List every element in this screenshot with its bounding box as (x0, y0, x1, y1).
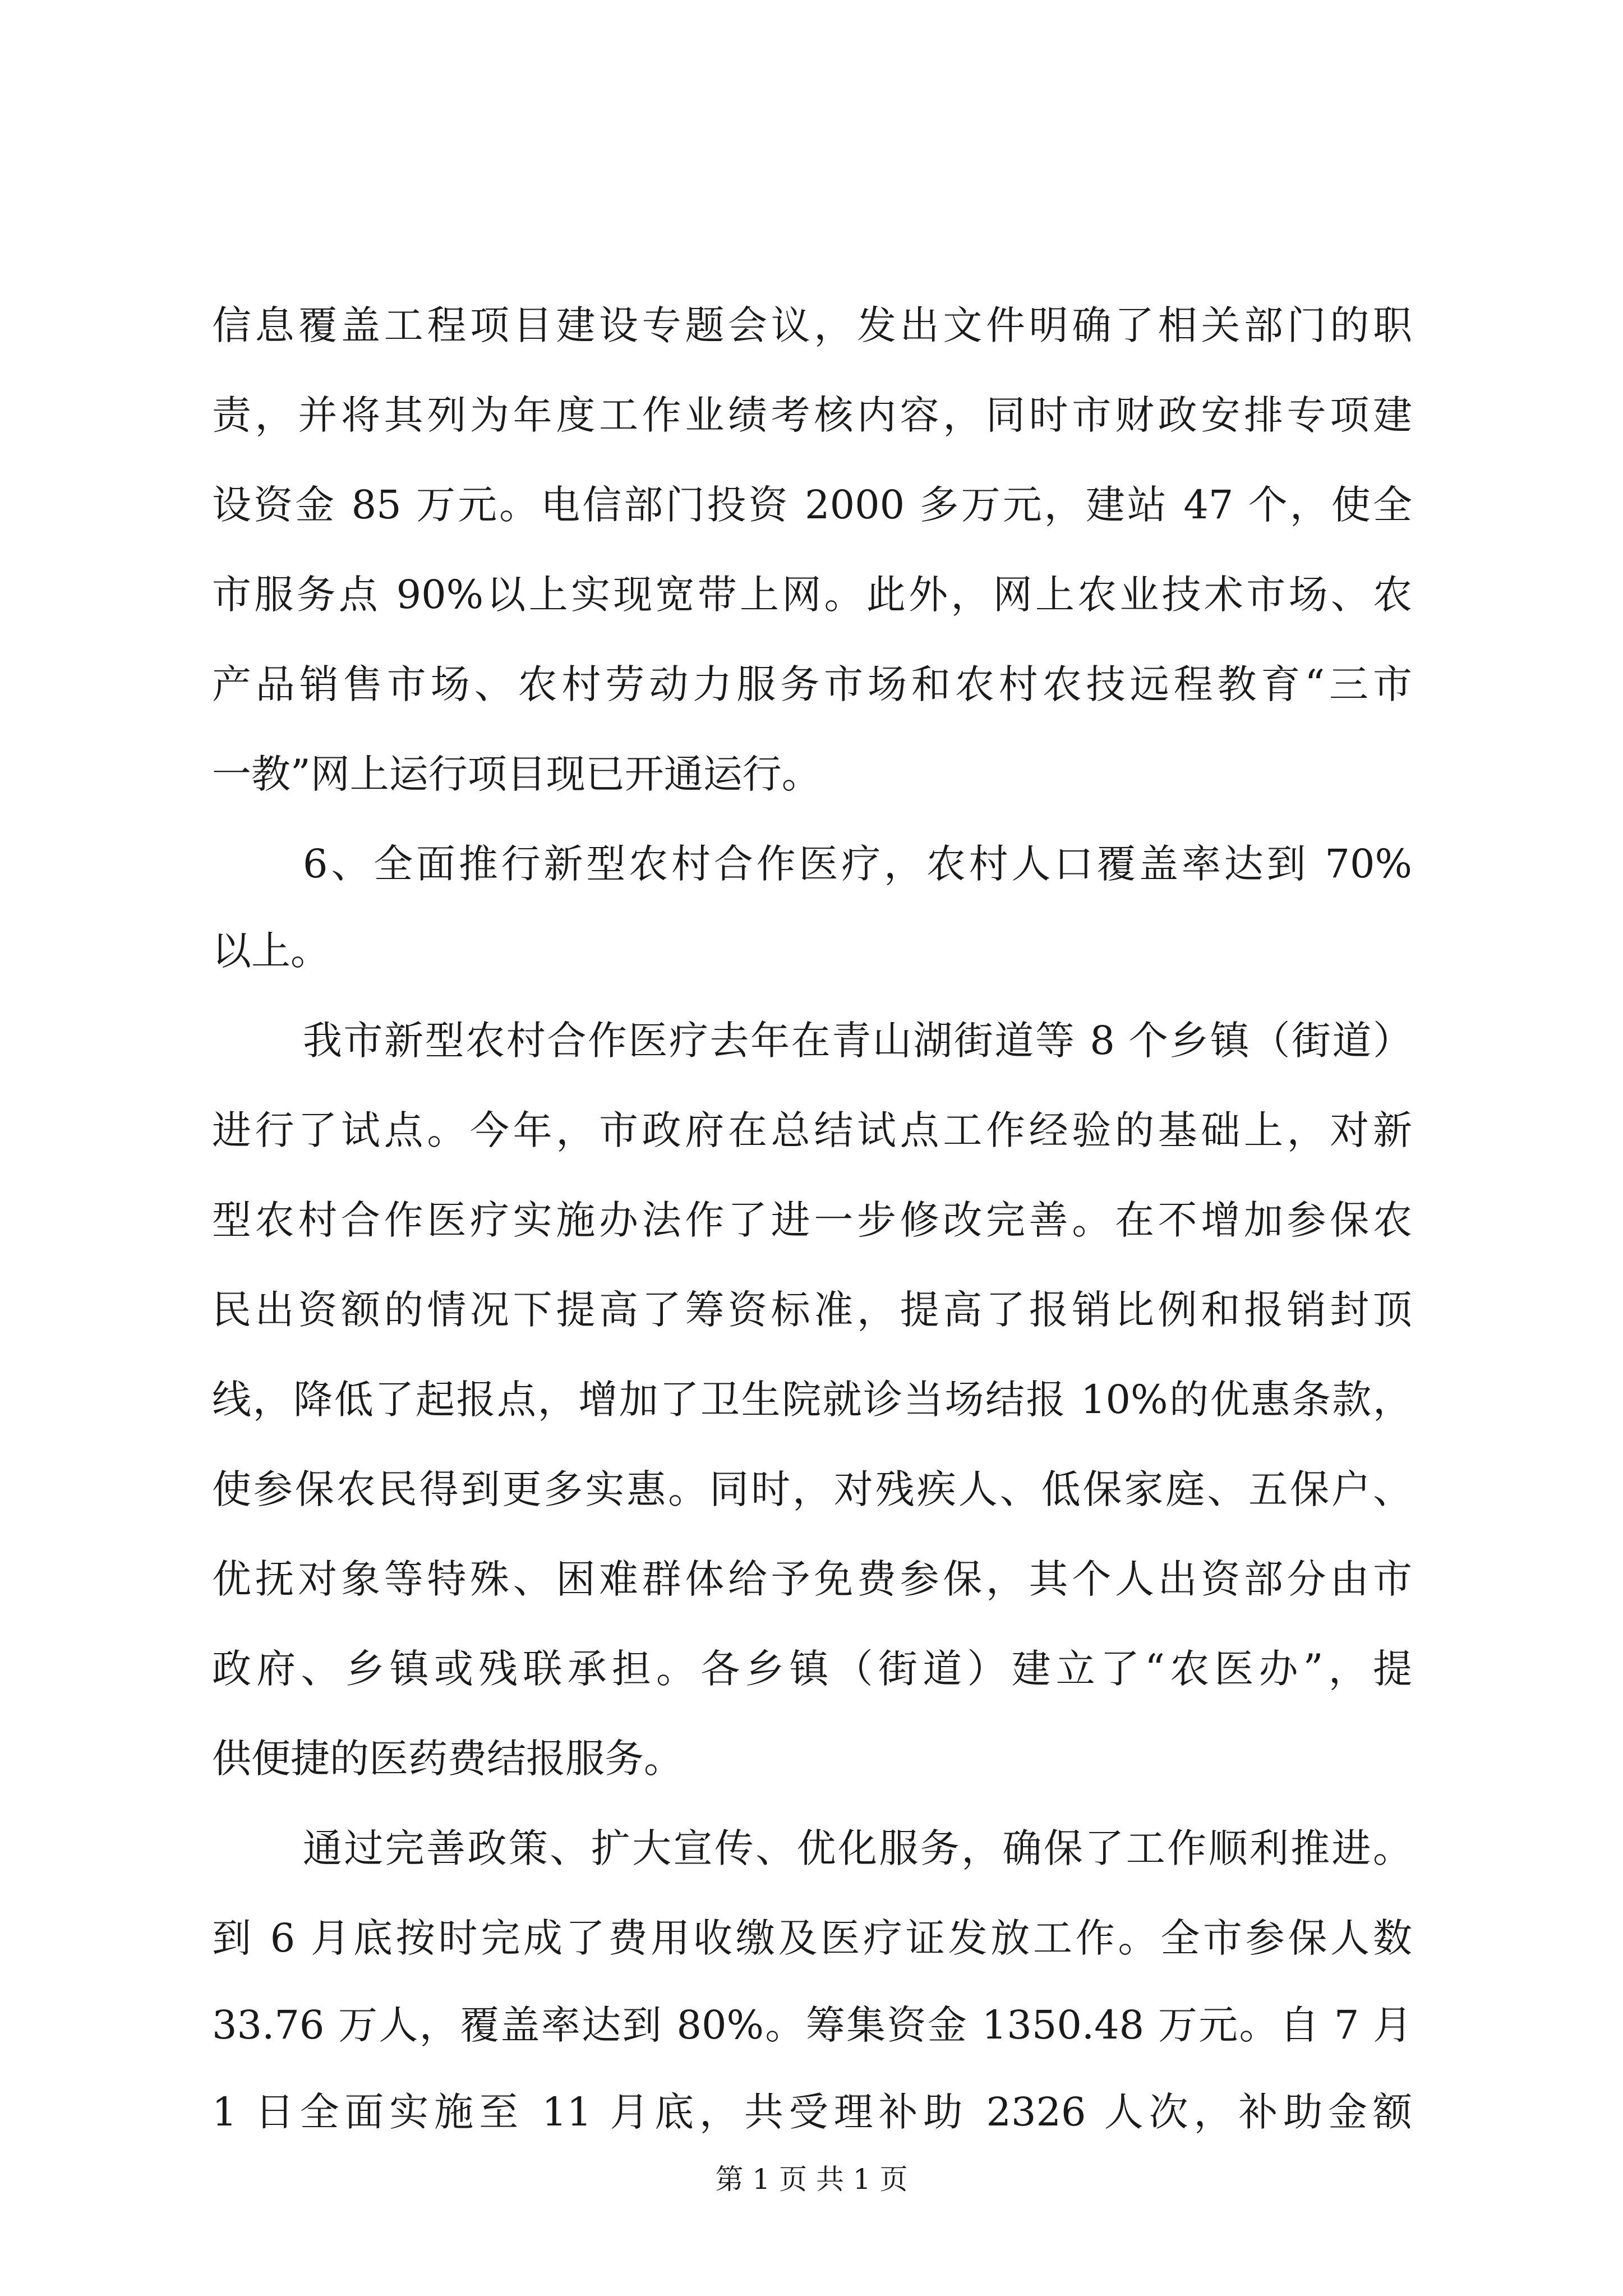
section-heading-line: 以上。 (212, 928, 330, 974)
page-number-footer: 第 1 页 共 1 页 (715, 2163, 908, 2196)
text-line: 进行了试点。今年，市政府在总结试点工作经验的基础上，对新 (212, 1107, 1412, 1153)
text-line: 产品销售市场、农村劳动力服务市场和农村农技远程教育“三市 (212, 661, 1412, 707)
text-line: 政府、乡镇或残联承担。各乡镇（街道）建立了“农医办”，提 (212, 1646, 1412, 1692)
text-line: 使参保农民得到更多实惠。同时，对残疾人、低保家庭、五保户、 (212, 1466, 1412, 1512)
text-line: 一教”网上运行项目现已开通运行。 (212, 751, 821, 797)
text-line: 责，并将其列为年度工作业绩考核内容，同时市财政安排专项建 (212, 392, 1412, 438)
text-line: 型农村合作医疗实施办法作了进一步修改完善。在不增加参保农 (212, 1197, 1412, 1243)
text-line: 1 日全面实施至 11 月底，共受理补助 2326 人次，补助金额 (212, 2089, 1412, 2135)
section-heading-line: 6、全面推行新型农村合作医疗，农村人口覆盖率达到 70% (303, 841, 1412, 887)
text-line: 优抚对象等特殊、困难群体给予免费参保，其个人出资部分由市 (212, 1556, 1412, 1602)
text-line: 设资金 85 万元。电信部门投资 2000 多万元，建站 47 个，使全 (212, 482, 1412, 528)
text-line: 33.76 万人，覆盖率达到 80%。筹集资金 1350.48 万元。自 7 月 (212, 2002, 1412, 2048)
text-line: 供便捷的医药费结报服务。 (212, 1736, 683, 1782)
text-line: 信息覆盖工程项目建设专题会议，发出文件明确了相关部门的职 (212, 302, 1412, 348)
text-line: 通过完善政策、扩大宣传、优化服务，确保了工作顺利推进。 (303, 1825, 1412, 1871)
text-line: 到 6 月底按时完成了费用收缴及医疗证发放工作。全市参保人数 (212, 1915, 1412, 1961)
text-line: 我市新型农村合作医疗去年在青山湖街道等 8 个乡镇（街道） (303, 1018, 1412, 1064)
text-line: 线，降低了起报点，增加了卫生院就诊当场结报 10%的优惠条款， (212, 1377, 1412, 1423)
text-line: 民出资额的情况下提高了筹资标准，提高了报销比例和报销封顶 (212, 1287, 1412, 1333)
text-line: 市服务点 90%以上实现宽带上网。此外，网上农业技术市场、农 (212, 572, 1412, 618)
